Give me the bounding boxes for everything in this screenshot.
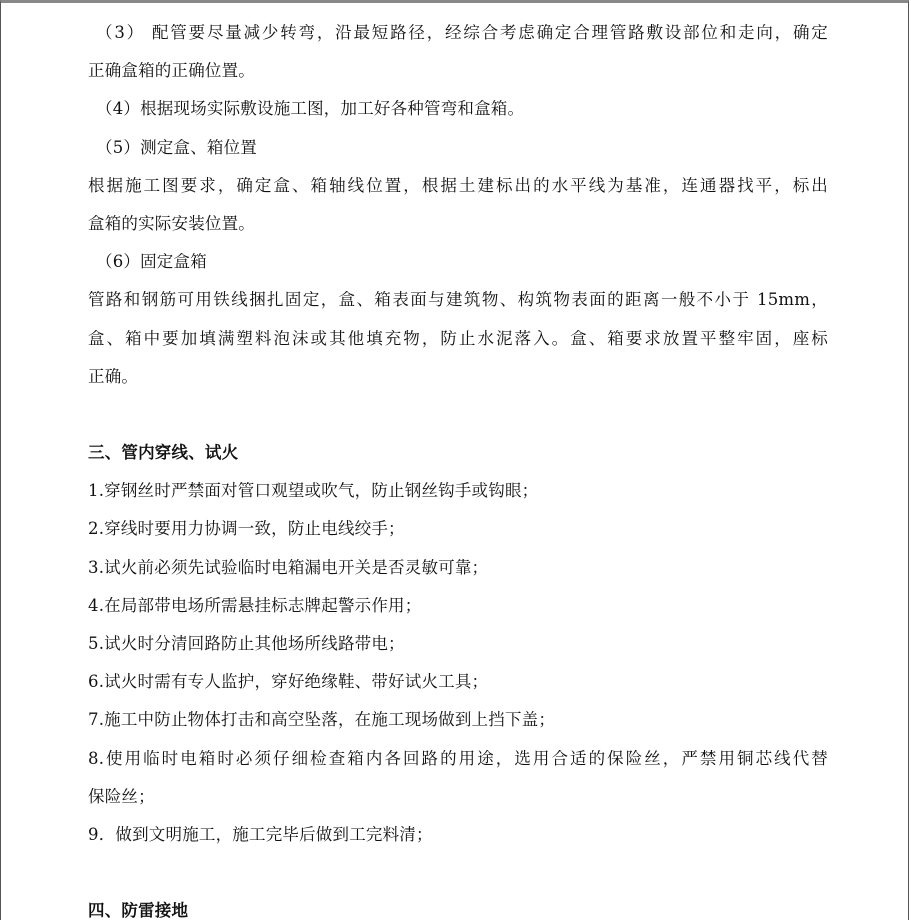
subheading-item5: （5）测定盒、箱位置	[96, 137, 257, 157]
list-item: 2.穿线时要用力协调一致，防止电线绞手；	[88, 519, 405, 539]
section-heading-wiring: 三、管内穿线、试火	[88, 443, 239, 463]
paragraph-item5-line2: 盒箱的实际安装位置。	[88, 213, 255, 233]
paragraph-item6-line3: 正确。	[88, 366, 139, 386]
list-item: 6.试火时需有专人监护，穿好绝缘鞋、带好试火工具；	[88, 672, 489, 692]
list-item-8-line2: 保险丝；	[88, 786, 155, 806]
paragraph-item4: （4）根据现场实际敷设施工图，加工好各种管弯和盒箱。	[96, 99, 525, 119]
list-item: 3.试火前必须先试验临时电箱漏电开关是否灵敏可靠；	[88, 557, 489, 577]
document-content	[88, 14, 828, 920]
list-item: 7.施工中防止物体打击和高空坠落，在施工现场做到上挡下盖；	[88, 710, 556, 730]
blank-spacer	[88, 854, 828, 892]
blank-spacer	[88, 396, 828, 434]
list-item: 4.在局部带电场所需悬挂标志牌起警示作用；	[88, 595, 422, 615]
paragraph-item6-line2: 盒、箱中要加填满塑料泡沫或其他填充物，防止水泥落入。盒、箱要求放置平整牢固，座标	[88, 328, 828, 348]
subheading-item6: （6）固定盒箱	[96, 252, 207, 272]
paragraph-item6-line1: 管路和钢筋可用铁线捆扎固定，盒、箱表面与建筑物、构筑物表面的距离一般不小于 15mm，	[88, 290, 828, 310]
section-heading-lightning-grounding: 四、防雷接地	[88, 901, 189, 920]
list-item-9: 9．做到文明施工，施工完毕后做到工完料清；	[88, 824, 433, 844]
list-item-8-line1: 8.使用临时电箱时必须仔细检查箱内各回路的用途，选用合适的保险丝，严禁用铜芯线代替	[88, 748, 828, 768]
list-item: 5.试火时分清回路防止其他场所线路带电；	[88, 634, 405, 653]
paragraph-item3-line1: （3） 配管要尽量减少转弯，沿最短路径，经综合考虑确定合理管路敷设部位和走向，确定	[96, 23, 828, 42]
paragraph-item3-line2: 正确盒箱的正确位置。	[88, 61, 255, 81]
paragraph-item5-line1: 根据施工图要求，确定盒、箱轴线位置，根据土建标出的水平线为基准，连通器找平，标出	[88, 175, 828, 195]
list-item: 1.穿钢丝时严禁面对管口观望或吹气，防止钢丝钩手或钩眼；	[88, 481, 539, 501]
